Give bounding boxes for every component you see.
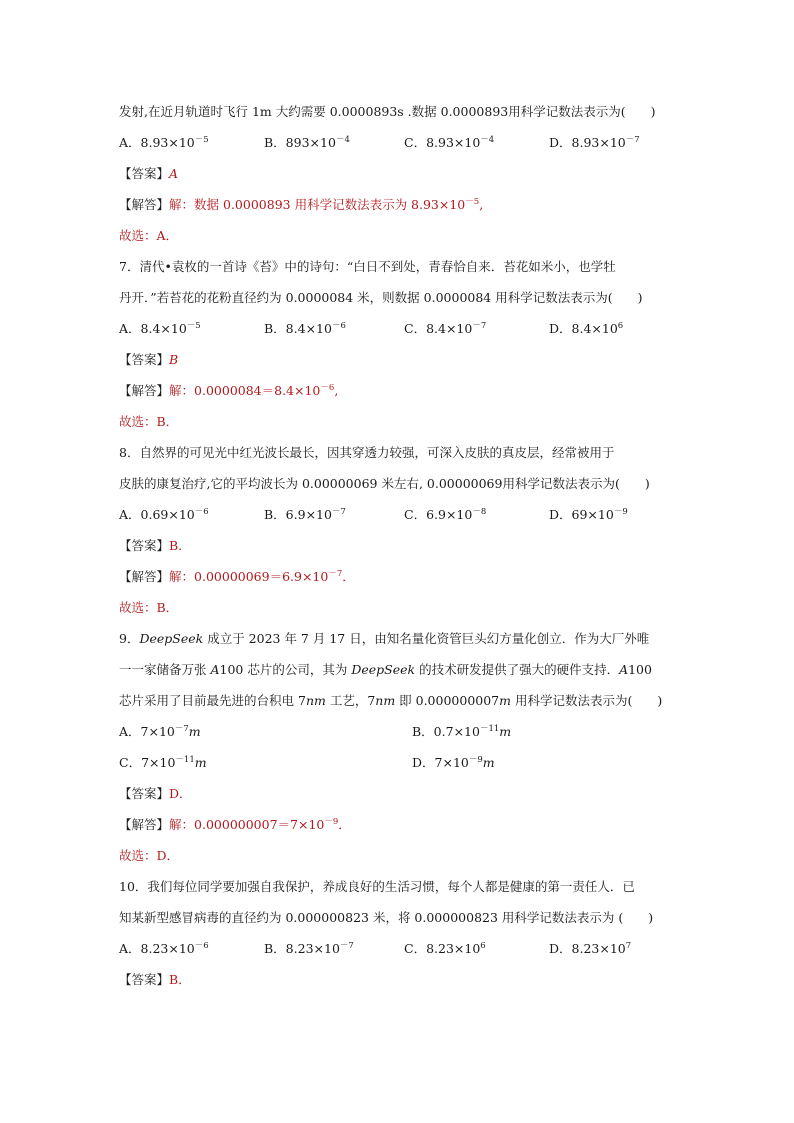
question-6-option-d: D．$8.93\times 10^{-7}$ <box>549 135 640 150</box>
analysis-tag: 【解答】 <box>119 197 170 212</box>
question-8-choose: 故选：B． <box>119 600 179 615</box>
question-9-options-row-2 <box>119 751 699 782</box>
question-9-option-a: A．$7\times 10^{-7}m$ <box>119 724 201 739</box>
answer-tag: 【答案】 <box>119 972 170 987</box>
question-9-stem-line-1: 9．DeepSeek 成立于 2023 年 7 月 17 日，由知名量化资管巨头幻方量化创立．作为大厂外唯 <box>119 631 650 646</box>
question-6-stem-text: 发射,在近月轨道时飞行 1m 大约需要 0.0000893s .数据 0.0000893用科学记数法表示为( ) <box>119 104 656 119</box>
question-9-option-b: B．$0.7\times 10^{-11}m$ <box>412 724 512 739</box>
answer-tag: 【答案】 <box>119 352 170 367</box>
question-9-stem-line-3: 芯片采用了目前最先进的台积电 7nm 工艺，7nm 即 0.000000007m 用科学记数法表示为( ) <box>119 693 663 708</box>
analysis-tag: 【解答】 <box>119 817 170 832</box>
answer-tag: 【答案】 <box>119 538 170 553</box>
question-6-choose: 故选：A． <box>119 228 179 243</box>
answer-value: A <box>169 166 179 181</box>
question-8-stem-line-1: 8．自然界的可见光中红光波长最长，因其穿透力较强，可深入皮肤的真皮层，经常被用于 <box>119 445 615 460</box>
question-10-options <box>119 937 699 968</box>
question-9-choose: 故选：D． <box>119 848 180 863</box>
question-9-stem-line-2: 一一家储备万张 A100 芯片的公司，其为 DeepSeek 的技术研发提供了强大的硬件支持．A100 <box>119 662 652 677</box>
analysis-tag: 【解答】 <box>119 569 170 584</box>
question-8-analysis: 【解答】解：$0.00000069=6.9\times 10^{-7}$． <box>119 569 355 584</box>
question-6-analysis: 【解答】解：数据 0.0000893 用科学记数法表示为 $8.93\times 10^{-5}$, <box>119 197 484 212</box>
answer-tag: 【答案】 <box>119 786 170 801</box>
question-8-stem-line-2: 皮肤的康复治疗,它的平均波长为 0.00000069 米左右, 0.00000069用科学记数法表示为( ) <box>119 476 650 491</box>
question-10-stem-line-1: 10．我们每位同学要加强自我保护，养成良好的生活习惯，每个人都是健康的第一责任人．已 <box>119 879 635 894</box>
question-7-stem-line-2: 丹开．”若苔花的花粉直径约为 0.0000084 米，则数据 0.0000084 用科学记数法表示为( ) <box>119 290 643 305</box>
question-7-options <box>119 317 699 348</box>
question-9-option-d: D．$7\times 10^{-9}m$ <box>412 755 495 770</box>
question-9-analysis: 【解答】解：$0.000000007=7\times 10^{-9}$． <box>119 817 351 832</box>
question-10-option-d: D．$8.23\times 10^7$ <box>549 941 632 956</box>
question-6-options <box>119 131 699 162</box>
question-10-answer <box>119 968 699 999</box>
answer-value: B． <box>169 972 191 987</box>
question-6-stem <box>119 100 699 131</box>
question-7-option-c: C．$8.4\times 10^{-7}$ <box>404 321 487 336</box>
question-8-answer <box>119 534 699 565</box>
answer-value: B <box>169 352 179 367</box>
question-7-answer <box>119 348 699 379</box>
question-6-option-b: B．$893\times 10^{-4}$ <box>264 135 350 150</box>
question-10-option-b: B．$8.23\times 10^{-7}$ <box>264 941 354 956</box>
question-8-option-b: B．$6.9\times 10^{-7}$ <box>264 507 346 522</box>
question-6-option-a: A．$8.93\times 10^{-5}$ <box>119 135 209 150</box>
question-8-option-d: D．$69\times 10^{-9}$ <box>549 507 628 522</box>
question-10-option-a: A．$8.23\times 10^{-6}$ <box>119 941 209 956</box>
answer-tag: 【答案】 <box>119 166 170 181</box>
document-page <box>119 100 699 999</box>
question-7-option-b: B．$8.4\times 10^{-6}$ <box>264 321 346 336</box>
question-10-stem-line-2: 知某新型感冒病毒的直径约为 0.000000823 米，将 0.000000823 用科学记数法表示为 ( ) <box>119 910 654 925</box>
question-8-option-a: A．$0.69\times 10^{-6}$ <box>119 507 209 522</box>
question-9-options-row-1 <box>119 720 699 751</box>
question-8-option-c: C．$6.9\times 10^{-8}$ <box>404 507 487 522</box>
question-9-answer <box>119 782 699 813</box>
question-7-option-a: A．$8.4\times 10^{-5}$ <box>119 321 201 336</box>
question-7-stem-line-1: 7．清代•袁枚的一首诗《苔》中的诗句：“白日不到处，青春恰自来．苔花如米小，也学牡 <box>119 259 616 274</box>
analysis-tag: 【解答】 <box>119 383 170 398</box>
question-7-option-d: D．$8.4\times 10^6$ <box>549 321 624 336</box>
question-7-analysis: 【解答】解：$0.0000084=8.4\times 10^{-6}$, <box>119 383 339 398</box>
question-10-option-c: C．$8.23\times 10^6$ <box>404 941 486 956</box>
question-6-answer <box>119 162 699 193</box>
question-9-option-c: C．$7\times 10^{-11}m$ <box>119 755 207 770</box>
answer-value: D． <box>169 786 192 801</box>
question-7-choose: 故选：B． <box>119 414 179 429</box>
answer-value: B． <box>169 538 191 553</box>
question-8-options <box>119 503 699 534</box>
question-6-option-c: C．$8.93\times 10^{-4}$ <box>404 135 495 150</box>
